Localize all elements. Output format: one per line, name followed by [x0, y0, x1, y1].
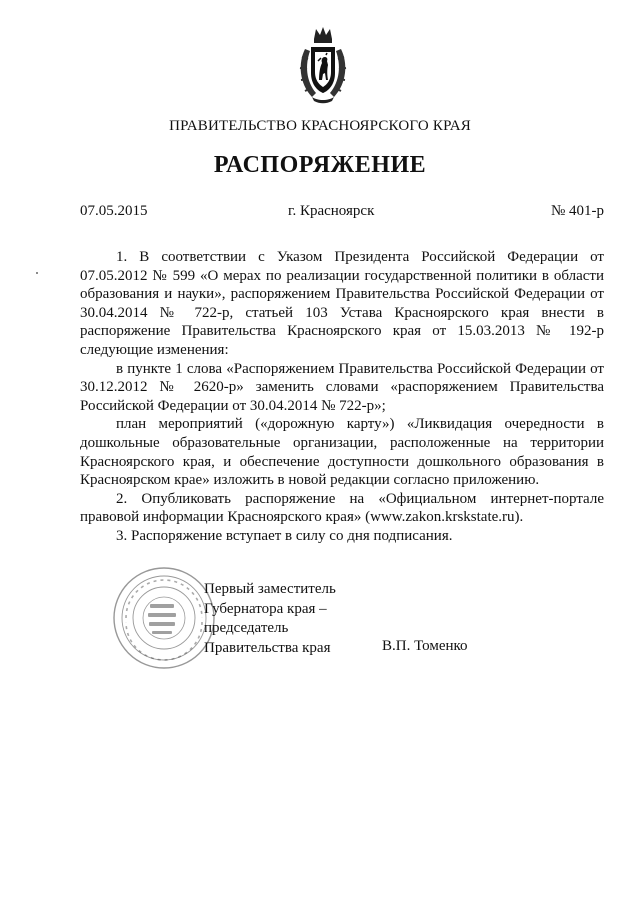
document-date: 07.05.2015 [80, 203, 148, 219]
official-seal-icon [112, 566, 216, 670]
signer-name: В.П. Томенко [382, 638, 468, 654]
scan-speck [36, 272, 38, 274]
signer-line: председатель [204, 620, 289, 636]
paragraph-2: в пункте 1 слова «Распоряжением Правительства Российской Федерации от 30.12.2012 № 2620-р» заменить словами «распоряжением Правительства Российской Федерации от 30.04.2014 № 722-р»; [80, 360, 604, 414]
paragraph-1: 1. В соответствии с Указом Президента Российской Федерации от 07.05.2012 № 599 «О мерах по реализации государственной политики в области образования и науки», распоряжением Правительства Российской Федерации от 30.04.2014 № 722-р, статьей 103 Устава Красноярского края внести в распоряжение Правительства Красноярского края от 15.03.2013 № 192-р следующие изменения: [80, 249, 604, 358]
signer-line: Первый заместитель [204, 581, 336, 597]
coat-of-arms-icon [296, 25, 350, 105]
paragraph-3: план мероприятий («дорожную карту») «Ликвидация очередности в дошкольные образовательные организации, расположенные на территории Красноярского края, и обеспечение доступности дошкольного образования в Красноярском крае» изложить в новой редакции согласно приложению. [80, 416, 604, 489]
government-name: ПРАВИТЕЛЬСТВО КРАСНОЯРСКОГО КРАЯ [169, 118, 471, 134]
paragraph-5: 3. Распоряжение вступает в силу со дня подписания. [116, 527, 453, 544]
document-type-title: РАСПОРЯЖЕНИЕ [213, 152, 427, 178]
signer-position [204, 580, 336, 658]
document-body [80, 248, 604, 546]
signer-line: Губернатора края – [204, 600, 327, 617]
document-number: № 401-р [550, 203, 604, 219]
document-meta [80, 203, 604, 223]
paragraph-4: 2. Опубликовать распоряжение на «Официальном интернет-портале правовой информации Красноярского края» (www.zakon.krskstate.ru). [80, 490, 604, 526]
signer-line: Правительства края [204, 639, 331, 656]
document-city: г. Красноярск [288, 203, 375, 219]
